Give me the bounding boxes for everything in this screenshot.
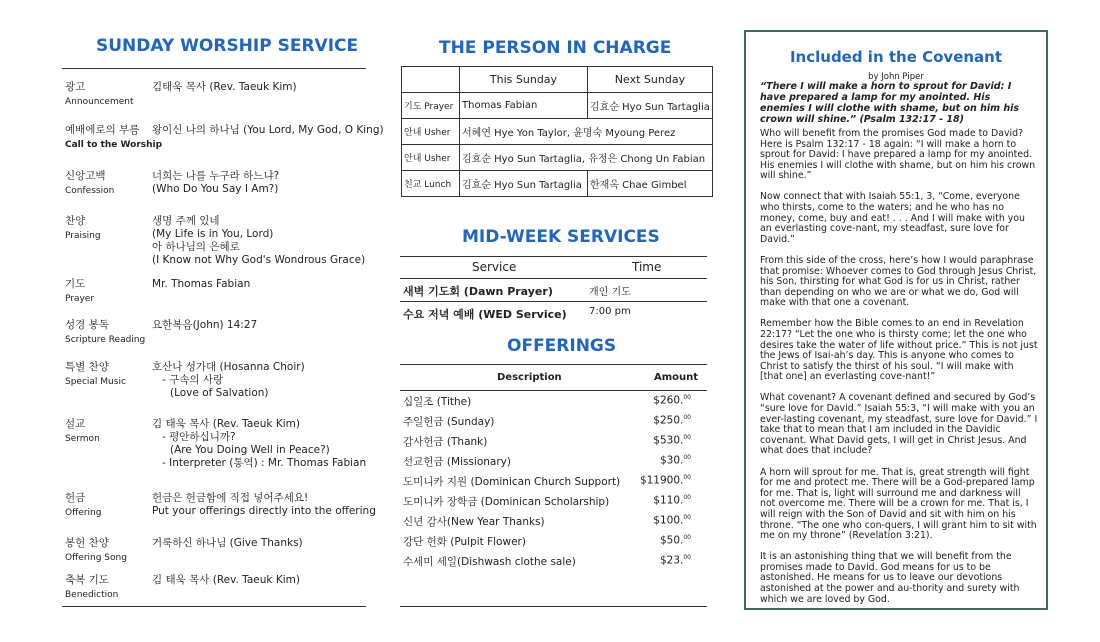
worship-item-english: Call to the Worship (65, 140, 163, 150)
worship-item-english: Prayer (65, 294, 95, 304)
midweek-service: 새벽 기도회 (Dawn Prayer) (403, 285, 553, 298)
worship-item-korean: 헌금 (65, 492, 86, 504)
worship-item-korean: 축복 기도 (65, 574, 109, 586)
midweek-header-service: Service (472, 260, 517, 274)
midweek-time: 개인 기도 (589, 287, 631, 298)
offering-amount (660, 554, 691, 567)
midweek-title: MID-WEEK SERVICES (462, 227, 660, 247)
worship-detail-line: 너희는 나를 누구라 하느냐? (152, 170, 280, 182)
offering-amount (660, 534, 691, 547)
worship-detail-line: 김 태욱 목사 (Rev. Taeuk Kim) (152, 574, 300, 586)
offering-amount-main: $260. (653, 394, 684, 407)
covenant-paragraph: What covenant? A covenant defined and secured by God’s “sure love for David.” Isaiah 55:3, “I will make with you an ever-lasting covenant, my steadfast, sure love for David.” I take that to mean that I am included in the Davidic covenant. What David gets, I will get in Christ Jesus. And what does that include? (760, 392, 1038, 457)
worship-detail-line: 김 태욱 목사 (Rev. Taeuk Kim) (152, 418, 300, 430)
covenant-paragraph: It is an astonishing thing that we will benefit from the promises made to David. God means for us to be astonished. He means for us to leave our devotions astonished at the power and au-thority and surety with which we are loved by God. (760, 551, 1020, 605)
worship-detail-line: (I Know not Why God's Wondrous Grace) (152, 254, 366, 266)
offering-amount-cents: 00 (683, 434, 691, 441)
worship-bottom-rule (62, 606, 366, 607)
offering-amount-main: $100. (653, 514, 684, 527)
midweek-header-time: Time (632, 260, 662, 274)
worship-detail-line: - Interpreter (통역) : Mr. Thomas Fabian (162, 457, 367, 469)
charge-next: 한재옥 Chae Gimbel (588, 171, 713, 197)
offering-description: 강단 헌화 (Pulpit Flower) (403, 536, 526, 548)
worship-item-korean: 특별 찬양 (65, 361, 109, 373)
worship-item-english: Confession (65, 186, 115, 196)
worship-detail-line: (My Life is in You, Lord) (152, 228, 274, 240)
offering-amount-cents: 00 (683, 554, 691, 561)
worship-item-detail (152, 418, 367, 470)
charge-table (401, 66, 713, 197)
offering-amount-main: $250. (653, 414, 684, 427)
midweek-time: 7:00 pm (589, 306, 631, 317)
worship-item-english: Praising (65, 231, 101, 241)
worship-detail-line: 헌금은 헌금함에 직접 넣어주세요! (152, 492, 309, 504)
worship-detail-line: (Love of Salvation) (170, 387, 269, 399)
charge-next: 김효순 Hyo Sun Tartaglia (588, 93, 713, 119)
covenant-title: Included in the Covenant (789, 48, 1003, 66)
worship-item-korean: 신앙고백 (65, 170, 106, 182)
offering-amount-cents: 00 (683, 534, 691, 541)
offering-amount-cents: 00 (683, 494, 691, 501)
worship-detail-line: Mr. Thomas Fabian (152, 278, 251, 290)
worship-item-detail (152, 278, 367, 291)
offering-amount (640, 474, 691, 487)
offering-amount-main: $23. (659, 554, 684, 567)
charge-this: 김효순 Hyo Sun Tartaglia (460, 171, 588, 197)
covenant-box (744, 30, 1048, 610)
charge-title: THE PERSON IN CHARGE (439, 38, 672, 58)
charge-header-this: This Sunday (460, 67, 588, 93)
worship-item-korean: 성경 봉독 (65, 319, 109, 331)
worship-item-korean: 광고 (65, 81, 86, 93)
charge-role: 안내 Usher (402, 145, 460, 171)
charge-header-row (402, 67, 713, 93)
offering-description: 선교헌금 (Missionary) (403, 456, 511, 468)
worship-item-korean: 기도 (65, 278, 86, 290)
worship-detail-line: 김태욱 목사 (Rev. Taeuk Kim) (152, 81, 297, 93)
offering-amount-cents: 00 (683, 394, 691, 401)
worship-item-korean: 예배에로의 부름 (65, 124, 140, 136)
charge-this: Thomas Fabian (460, 93, 588, 119)
worship-detail-line: 아 하나님의 은혜로 (152, 241, 240, 253)
worship-detail-line: 왕이신 나의 하나님 (You Lord, My God, O King) (152, 124, 384, 136)
offering-description: 수세미 세일(Dishwash clothe sale) (403, 556, 576, 568)
offering-amount (653, 414, 691, 427)
covenant-author: by John Piper (868, 72, 924, 82)
charge-this: 김효순 Hyo Sun Tartaglia, 유정은 Chong Un Fabian (460, 145, 713, 171)
offering-amount-cents: 00 (683, 454, 691, 461)
offerings-title: OFFERINGS (507, 336, 617, 356)
worship-detail-line: 거룩하신 하나님 (Give Thanks) (152, 537, 303, 549)
offering-amount-main: $50. (659, 534, 684, 547)
charge-role: 안내 Usher (402, 119, 460, 145)
worship-title: SUNDAY WORSHIP SERVICE (96, 36, 359, 56)
covenant-body (760, 129, 1038, 616)
worship-item-english: Scripture Reading (65, 335, 146, 345)
worship-item-korean: 찬양 (65, 215, 86, 227)
offering-description: 도미니카 지원 (Dominican Church Support) (403, 476, 621, 488)
worship-item-english: Special Music (65, 377, 126, 387)
offerings-header-amount: Amount (654, 372, 699, 383)
worship-detail-line: (Who Do You Say I Am?) (152, 183, 279, 195)
charge-row (402, 145, 713, 171)
covenant-paragraph: Who will benefit from the promises God made to David? Here is Psalm 132:17 - 18 again: “I will make a horn to sprout for David: I have prepared a lamp for my anointed. His enemies I will clothe with shame, but on him his crown will shine.” (760, 128, 1036, 182)
offering-amount-main: $110. (653, 494, 684, 507)
worship-item-detail (152, 124, 384, 137)
worship-top-rule (62, 68, 366, 69)
worship-item-korean: 설교 (65, 418, 86, 430)
offering-amount (653, 434, 691, 447)
worship-item-detail (152, 81, 367, 94)
offering-amount-cents: 00 (683, 414, 691, 421)
offering-amount-main: $30. (659, 454, 684, 467)
worship-item-english: Sermon (65, 434, 100, 444)
charge-role: 친교 Lunch (402, 171, 460, 197)
offering-amount (660, 454, 691, 467)
covenant-verse: “There I will make a horn to sprout for David: I have prepared a lamp for my anointed. His enemies I will clothe with shame, but on him his crown will shine.” (Psalm 132:17 - 18) (760, 81, 1020, 125)
worship-detail-line: - 평안하십니까? (162, 431, 236, 443)
offerings-header-description: Description (497, 372, 562, 383)
worship-item-detail (152, 574, 367, 587)
offering-amount (653, 394, 691, 407)
worship-item-detail (152, 170, 367, 196)
worship-item-detail (152, 361, 367, 400)
offering-amount (653, 494, 691, 507)
charge-this: 서혜연 Hye Yon Taylor, 윤명숙 Myoung Perez (460, 119, 713, 145)
covenant-paragraph: A horn will sprout for me. That is, great strength will fight for me and protect me. There will be a God-prepared lamp for me. That is, light will surround me and darkness will not overcome me. There will be a crown for me. That is, I will reign with the Son of David and sit with him on his throne. “The one who con-quers, I will grant him to sit with me on my throne” (Revelation 3:21). (760, 466, 1037, 542)
worship-detail-line: - 구속의 사랑 (162, 374, 224, 386)
covenant-paragraph: Remember how the Bible comes to an end in Revelation 22:17? “Let the one who is thirsty come; let the one who desires take the water of life without price.” This is not just the Jews of Isai-ah’s day. This is anyone who comes to Christ to satisfy the thirst of his soul. “I will make with [that one] an everlasting cove-nant!” (760, 318, 1038, 383)
offering-description: 주일헌금 (Sunday) (403, 416, 495, 428)
worship-item-detail (152, 319, 367, 332)
worship-detail-line: 호산나 성가대 (Hosanna Choir) (152, 361, 305, 373)
worship-item-detail (152, 537, 367, 550)
charge-row (402, 93, 713, 119)
worship-item-english: Announcement (65, 97, 134, 107)
worship-detail-line: (Are You Doing Well in Peace?) (170, 444, 330, 456)
offering-amount-main: $530. (653, 434, 684, 447)
offering-amount-cents: 00 (683, 474, 691, 481)
worship-item-english: Offering Song (65, 553, 127, 563)
offering-description: 감사헌금 (Thank) (403, 436, 488, 448)
charge-row (402, 171, 713, 197)
worship-item-english: Offering (65, 508, 102, 518)
offering-description: 십일조 (Tithe) (403, 396, 472, 408)
worship-detail-line: 요한복음(John) 14:27 (152, 319, 258, 331)
covenant-paragraph: Now connect that with Isaiah 55:1, 3, “Come, everyone who thirsts, come to the waters; and he who has no money, come, buy and eat! . . . And I will make with you an everlasting cove-nant, my steadfast, sure love for David.” (760, 191, 1025, 245)
worship-item-detail (152, 492, 376, 518)
offering-amount-main: $11900. (639, 474, 684, 487)
offering-amount (653, 514, 691, 527)
charge-role: 기도 Prayer (402, 93, 460, 119)
charge-row (402, 119, 713, 145)
worship-detail-line: 생명 주께 있네 (152, 215, 220, 227)
worship-detail-line: Put your offerings directly into the offering (152, 505, 376, 517)
offering-description: 도미니카 장학금 (Dominican Scholarship) (403, 496, 610, 508)
charge-header-next: Next Sunday (588, 67, 713, 93)
midweek-service: 수요 저녁 예배 (WED Service) (403, 308, 567, 321)
worship-item-detail (152, 215, 367, 267)
worship-item-korean: 봉헌 찬양 (65, 537, 109, 549)
worship-item-english: Benediction (65, 590, 119, 600)
offering-amount-cents: 00 (683, 514, 691, 521)
covenant-paragraph: From this side of the cross, here’s how I would paraphrase that promise: Whoever comes to God through Jesus Christ, his Son, thirsting for what God is for us in Christ, rather than depending on who we are or what we do, God will make with that one a covenant. (760, 254, 1037, 309)
offering-description: 신년 감사(New Year Thanks) (403, 516, 545, 528)
